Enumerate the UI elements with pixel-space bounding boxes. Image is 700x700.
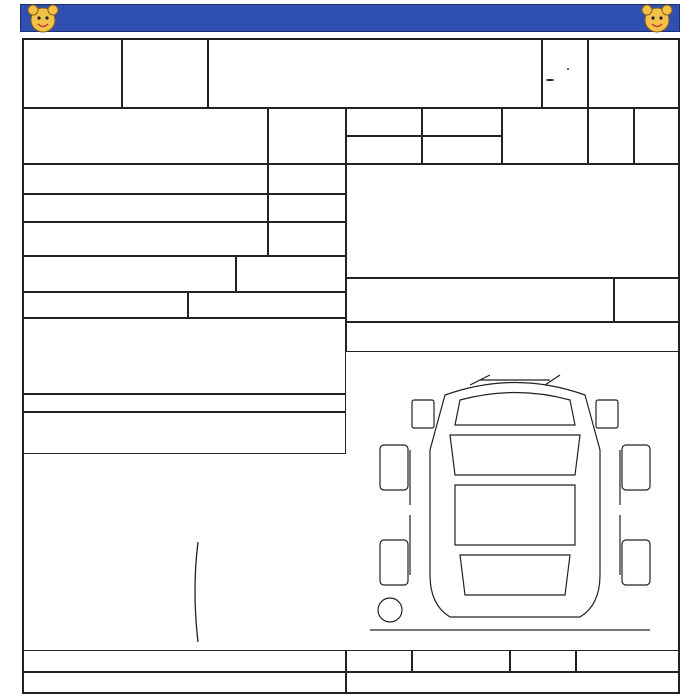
rating-cell bbox=[588, 38, 680, 108]
aircon-cell bbox=[268, 194, 346, 222]
color-code-cell bbox=[236, 256, 346, 292]
mascot-bear-icon bbox=[640, 2, 674, 36]
mascot-bear-icon bbox=[26, 2, 60, 36]
displacement-cell bbox=[268, 108, 346, 164]
inspector-cell bbox=[22, 412, 346, 454]
capacity-cell bbox=[422, 108, 502, 136]
sales-point-cell bbox=[346, 164, 680, 278]
use-cell bbox=[22, 164, 268, 194]
mileage-cell bbox=[22, 222, 268, 256]
reg-number-cell bbox=[22, 672, 346, 694]
equipment-cell bbox=[346, 278, 614, 322]
recycle-cell bbox=[22, 292, 188, 318]
dealer-cell bbox=[502, 108, 588, 164]
banner bbox=[20, 4, 680, 32]
interior-grade-cell bbox=[634, 108, 680, 164]
door-cell bbox=[346, 108, 422, 136]
drive-4wd bbox=[546, 79, 554, 81]
type-cell bbox=[412, 650, 510, 672]
load-cell bbox=[422, 136, 502, 164]
warranty-cell bbox=[614, 278, 680, 322]
bracket-line bbox=[190, 540, 320, 645]
chassis-cell bbox=[22, 650, 346, 672]
drive-cell: ・ bbox=[542, 38, 588, 108]
class-label-cell bbox=[510, 650, 576, 672]
color-cell bbox=[22, 256, 236, 292]
model-cell bbox=[22, 108, 268, 164]
inspection-cell bbox=[22, 194, 268, 222]
registration-cell bbox=[188, 292, 346, 318]
after-items-cell bbox=[346, 322, 680, 352]
shift-cell bbox=[268, 164, 346, 194]
repair-cell bbox=[22, 394, 346, 412]
lot-cell bbox=[22, 38, 122, 108]
name-cell bbox=[208, 38, 542, 108]
car-diagram bbox=[350, 355, 680, 640]
notes-cell bbox=[22, 318, 346, 394]
shape-cell bbox=[346, 136, 422, 164]
fuel-cell bbox=[268, 222, 346, 256]
type-label-cell bbox=[346, 650, 412, 672]
size-cell bbox=[346, 672, 680, 694]
exterior-grade-cell bbox=[588, 108, 634, 164]
class-cell bbox=[576, 650, 680, 672]
first-reg-cell bbox=[122, 38, 208, 108]
